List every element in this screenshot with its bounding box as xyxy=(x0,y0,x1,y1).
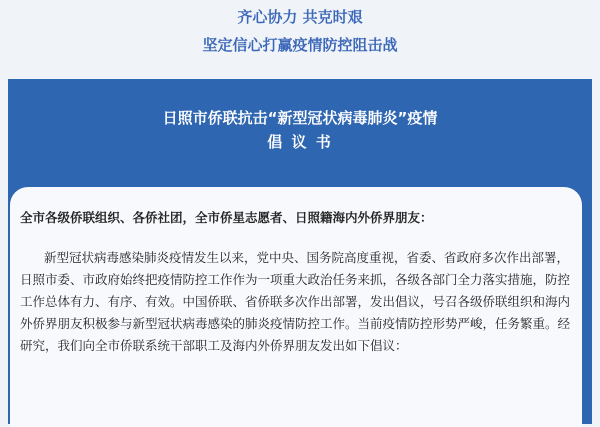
greeting-line: 全市各级侨联组织、各侨社团，全市侨星志愿者、日照籍海内外侨界朋友： xyxy=(20,210,433,225)
slogan-line-1: 齐心协力 共克时艰 xyxy=(237,8,363,26)
body-paragraph: 新型冠状病毒感染肺炎疫情发生以来，党中央、国务院高度重视，省委、省政府多次作出部署，日照市委、市政府始终把疫情防控工作作为一项重大政治任务来抓，各级各部门全力落实措施，防控工作总体有力、有序、有效。中国侨联、省侨联多次作出部署，发出倡议，号召各级侨联组织和海内外侨界朋友积极参与新型冠状病毒感染的肺炎疫情防控工作。当前疫情防控形势严峻，任务繁重。经研究，我们向全市侨联系统干部职工及海内外侨界朋友发出如下倡议： xyxy=(20,250,571,353)
document-title: 日照市侨联抗击“新型冠状病毒肺炎”疫情 xyxy=(162,109,438,127)
document-body xyxy=(10,187,582,427)
document-subtitle: 倡 议 书 xyxy=(267,133,333,151)
slogan-line-2: 坚定信心打赢疫情防控阻击战 xyxy=(202,36,398,54)
initiative-panel xyxy=(8,79,592,424)
slogan-banner xyxy=(0,0,600,80)
